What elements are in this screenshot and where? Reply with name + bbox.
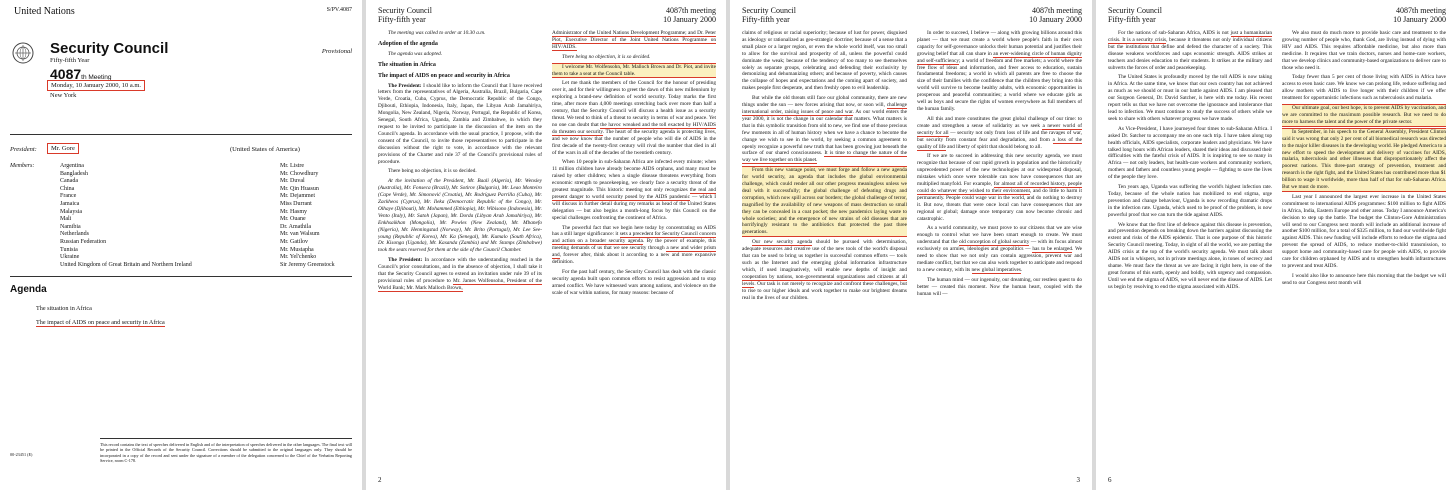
column-left: For the nations of sub-Saharan Africa, AIDS is not just a humanitarian crisis. It is a security crisis, because it threatens not only individual citizens but the institutions that define and defend the character of a society. This disease weakens workforces and saps economic strength. AIDS strikes at teachers and denies education to their students. It strikes at the military and subverts the forces of order and peacekeeping. The United States is profoundly moved by the toll AIDS is now taking in Africa. At the same time, we know that our own country has not achieved as much as we should or must in our battle against AIDS. I am pleased that our Surgeon General, Dr. David Satcher, is here with me today. His recent report tells us that we have not overcome the ignorance and intolerance that lead to infection. We must continue to study the success of others while we seek to share with others whatever progress we have made. As Vice-President, I have journeyed four times to sub-Saharan Africa. I asked Dr. Satcher to accompany me on one such trip. I have taken along top health officials, AIDS specialists, corporate leaders and physicians. We have talked long hours with African leaders, shared their ideas and discussed their difficulties with the fateful crisis of AIDS. It is inspiring to see so many in Africa — not only leaders, but health-care workers and community workers, mothers and fathers and countless young people — fighting to save the lives of the people they love. Ten years ago, Uganda was suffering the world's highest infection rate. Today, because of the whole nation has mobilized to end stigma, urge prevention and change behaviour, Uganda is now recording dramatic drops in the infection rate. Uganda, which used to be proof of the problem, is now powerful proof that we can turn the tide against AIDS. We know that the first line of defence against this disease is prevention, and prevention depends on breaking down the barriers against discussing the extent and risks of the AIDS epidemic. That is one purpose of this historic Security Council meeting. Today, in sight of all the world, we are putting the AIDS crisis at the top of the world's security agenda. We must talk about AIDS not in whispers, not in private meetings alone, in tones of secrecy and shame. We must face the threat as we are facing it right here, in one of the great forums of this earth, openly and boldly, with urgency and compassion. Until we end the stigma of AIDS, we will never end the disease of AIDS. Let us begin by resolving to end the stigma associated with AIDS.	[1108, 30, 1272, 290]
org-name: United Nations	[14, 6, 75, 17]
member-row: Ukraine Mr. Yel'chenko	[60, 254, 317, 261]
document-symbol: S/PV.4087	[326, 7, 352, 13]
highlight-box: In September, in his speech to the General Assembly, President Clinton said it was wrong that only 2 per cent of all biomedical research was directed to the major killer diseases in the developing world. He pledged America to a new effort to speed the development and delivery of vaccines for AIDS, malaria, tuberculosis and other illnesses that disproportionately affect the poorest nations. This three-part strategy of prevention, treatment and research is the right fight, and the United States has contributed more than $1 billion to wage it worldwide, more than half of that for sub-Saharan Africa. But we must do more.	[1282, 128, 1446, 191]
member-row: China Mr. Qin Huasun	[60, 185, 319, 192]
column-left: The meeting was called to order at 10.30 a.m. Adoption of the agenda The agenda was adopted. The situation in Africa The impact of AIDS on peace and security in Africa The President: I should like to inform the Council that I have received letters from the representatives of Algeria, Australia, Brazil, Bulgaria, Cape Verde, Croatia, Cuba, Cyprus, the Democratic Republic of the Congo, Djibouti, Ethiopia, Indonesia, Italy, Japan, the Libyan Arab Jamahiriya, Mongolia, New Zealand, Nigeria, Norway, Portugal, the Republic of Korea, Senegal, South Africa, Uganda, Zambia and Zimbabwe, in which they request to be invited to participate in the discussion of the item on the Council's agenda. In accordance with the usual practice, I propose, with the consent of the Council, to invite those representatives to participate in the discussion without the right to vote, in accordance with the relevant provisions of the Charter and rule 37 of the Council's provisional rules of procedure. There being no objection, it is so decided. At the invitation of the President, Mr. Baali (Algeria), Mr. Wensley (Australia), Mr. Fonseca (Brazil), Mr. Sotirov (Bulgaria), Mr. Leao Monteiro (Cape Verde), Mr. Simonović (Croatia), Mr. Rodríguez Parrilla (Cuba), Mr. Zackheos (Cyprus), Mr. Ileka (Democratic Republic of the Congo), Mr. Olhaye (Djibouti), Mr. Mohammed (Ethiopia), Mr. Wibisono (Indonesia), Mr. Vento (Italy), Mr. Satoh (Japan), Mr. Dorda (Libyan Arab Jamahiriya), Mr. Enkhsaikhan (Mongolia), Mr. Powles (New Zealand), Mr. Mbanefo (Nigeria), Mr. Henningstad (Norway), Mr. Brito (Portugal), Mr. Lee See-young (Republic of Korea), Mr. Ka (Senegal), Mr. Kumalo (South Africa), Dr. Kisonga (Uganda), Mr. Kasanda (Zambia) and Mr. Stamps (Zimbabwe) took the seats reserved for them at the side of the Council Chamber. The President: In accordance with the understanding reached in the Council's prior consultations, and in the absence of objection, I shall take it that the Security Council agrees to extend an invitation under rule 39 of its provisional rules of procedure to Mr. James Wolfensohn, President of the World Bank; Mr. Mark Malloch Brown,	[378, 30, 542, 291]
page-cover: United Nations S/PV.4087 Security Council Fifty-fifth Year Provisional 4087th Meeting Monday, 10 January 2000, 10 a.m. New York President: Mr. Gore (United States of America) Members: Argentina Mr. Listre Bangladesh Mr. Chowdhury Canada Mr. Duval China Mr. Qin Huasun France Mr. Dejammet Jamaica Miss Durrant Malaysia Mr. Hasmy Mali Mr. Ouane Namibia Dr. Amathila Netherlands Mr. van Walsum Russian Federation Mr. Gatilov Tunisia Mr. Mustapha Ukraine Mr. Yel'chenko United Kingdom of Great Britain and Northern Ireland Sir Jeremy Greenstock Agenda The situation in Africa The impact of AIDS on peace and security in Africa 00-23451 (E) This record contains the text of speeches delivered in English and of the interpretation of speeches delivered in the other languages. The final text will be printed in the Official Records of the Security Council. Corrections should be submitted to the original languages only. They should be incorporated in a copy of the record and sent under the signature of a member of the delegation concerned to the Chief of the Verbatim Reporting Service, room C-178.	[0, 0, 362, 490]
highlight-box: I welcome Mr. Wolfensohn, Mr. Malloch Brown and Dr. Piot, and invite them to take a seat at the Council table.	[552, 63, 716, 77]
member-row: United Kingdom of Great Britain and Northern Ireland Sir Jeremy Greenstock	[60, 261, 335, 268]
divider	[10, 134, 352, 135]
member-row: Russian Federation Mr. Gatilov	[60, 238, 308, 245]
agenda-item-highlighted: The impact of AIDS on peace and security in Africa	[36, 319, 165, 326]
column-left: claims of religious or racial superiority; because of lust for power, disguised as ideology or rationalized as geo-strategic doctrine; because of a sense that a small place or a larger region, or even the whole world itself, was too small to allow for the survival and prosperity of all, unless the powerful could dominate the weak; because of the tendency of too many to see themselves solely as separate groups, celebrating and defending their exclusivity by demonizing and dehumanizing others; and because of poverty, which causes the collapse of hopes and expectations and the coming apart of society, and makes people first desperate, and then freshly open to evil leadership. But while the old threats still face our global community, there are new things under the sun — new forces arising that now, or soon will, challenge international order, raising issues of peace and war. As our world enters the year 2000, it is not the change in our calendar that matters. What matters is that in this symbolic transition from old to new, we find one of those precious few moments in all of human history when we have a chance to become the change we wish to see in the world, by seeking a common agreement to openly recognize a powerful new truth that has been growing just beneath the surface of our shared consciousness. It is time to change the nature of the way we live together on this planet. From this new vantage point, we must forge and follow a new agenda for world security, an agenda that includes the global environmental challenge, which could render all our other progress meaningless unless we deal with it successfully; the global challenge of defeating drugs and corruption, which now spill across our borders; the global challenge of terror, magnified by the availability of new weapons of mass destruction so small they can be concealed in a coat pocket; the new pandemics laying waste to whole societies; and the emergence of new strains of old diseases that are horrifyingly resistant to the antibiotics that protected the past three generations. Our new security agenda should be pursued with determination, adequate resources and creative use of the new tools of the world's disposal that can be used to bring us together in successful common efforts — tools such as the Internet and the emerging global information infrastructure which, if used imaginatively, will enable new depths of insight and cooperation by nations, non-governmental organizations and citizens at all levels. Our task is not merely to recognize and confront these challenges, but to rise to our higher ideals and work together to make our brightest dreams real in the lives of our children.	[742, 30, 907, 301]
page-number: 6	[1108, 476, 1112, 484]
column-right: Administrator of the United Nations Development Programme; and Dr. Peter Piot, Executive Director of the Joint United Nations Programme on HIV/AIDS. There being no objection, it is so decided. I welcome Mr. Wolfensohn, Mr. Malloch Brown and Dr. Piot, and invite them to take a seat at the Council table. Let me thank the members of the Council for the honour of presiding over it, and for their willingness to greet the dawn of this new millennium by exploring a brand-new definition of world security. Today marks the first time, after more than 4,000 meetings stretching back over more than half a century, that the Security Council will discuss a health issue as a security threat. We tend to think of a threat to security in terms of war and peace. Yet no one can doubt that the havoc wreaked and the toll exacted by HIV/AIDS do threaten our security. The heart of the security agenda is protecting lives, and we now know that the number of people who will die of AIDS in the first decade of the twenty-first century will rival the number that died in all of the wars in all of the decades of the twentieth century. When 10 people in sub-Saharan Africa are infected every minute; when 11 million children have already become AIDS orphans, and many must be raised by other children; when a single disease threatens everything from economic strength to peacekeeping, we clearly face a security threat of the greatest magnitude. This historic meeting not only recognizes the real and present danger to world security posed by the AIDS pandemic — which I will discuss in further detail during my remarks as head of the United States delegation — but also begins a month-long focus by this Council on the special challenges confronting the continent of Africa. The powerful fact that we begin here today by concentrating on AIDS has a still larger significance: it sets a precedent for Security Council concern and action on a broader security agenda. By the power of example, this meeting demands of us that we see security through a new and wider prism and, forever after, think about it according to a new and more expansive definition. For the past half century, the Security Council has dealt with the classic security agenda built upon common efforts to resist aggression and to stop armed conflict. We have witnessed wars among nations, and violence on the scale of war within nations, for many reasons: because of	[552, 30, 716, 296]
agenda-title: Agenda	[10, 284, 47, 295]
page-6: Security Council Fifty-fifth year 4087th meeting 10 January 2000 For the nations of sub-Saharan Africa, AIDS is not just a humanitarian crisis. It is a security crisis, because it threatens not only individual citizens but the institutions that define and defend the character of a society. This disease weakens workforces and saps economic strength. AIDS strikes at teachers and denies education to their students. It strikes at the military and subverts the forces of order and peacekeeping. The United States is profoundly moved by the toll AIDS is now taking in Africa. At the same time, we know that our own country has not achieved as much as we should or must in our battle against AIDS. I am pleased that our Surgeon General, Dr. David Satcher, is here with me today. His recent report tells us that we have not overcome the ignorance and intolerance that lead to infection. We must continue to study the success of others while we seek to share with others whatever progress we have made. As Vice-President, I have journeyed four times to sub-Saharan Africa. I asked Dr. Satcher to accompany me on one such trip. I have taken along top health officials, AIDS specialists, corporate leaders and physicians. We have talked long hours with African leaders, shared their ideas and discussed their difficulties with the fateful crisis of AIDS. It is inspiring to see so many in Africa — not only leaders, but health-care workers and community workers, mothers and fathers and countless young people — fighting to save the lives of the people they love. Ten years ago, Uganda was suffering the world's highest infection rate. Today, because of the whole nation has mobilized to end stigma, urge prevention and change behaviour, Uganda is now recording dramatic drops in the infection rate. Uganda, which used to be proof of the problem, is now powerful proof that we can turn the tide against AIDS. We know that the first line of defence against this disease is prevention, and prevention depends on breaking down the barriers against discussing the extent and risks of the AIDS epidemic. That is one purpose of this historic Security Council meeting. Today, in sight of all the world, we are putting the AIDS crisis at the top of the world's security agenda. We must talk about AIDS not in whispers, not in private meetings alone, in tones of secrecy and shame. We must face the threat as we are facing it right here, in one of the great forums of this earth, openly and boldly, with urgency and compassion. Until we end the stigma of AIDS, we will never end the disease of AIDS. Let us begin by resolving to end the stigma associated with AIDS. We also must do much more to provide basic care and treatment to the growing number of people who, thank God, are living instead of dying with HIV and AIDS. This requires affordable medicine, but also more than medicine. It requires that we train doctors, nurses and home-care workers, that we develop clinics and community-based organizations to deliver care to those who need it. Today fewer than 5 per cent of those living with AIDS in Africa have access to even basic care. We know we can prolong life, reduce suffering and allow mothers with AIDS to live longer with their children if we offer treatment for opportunistic infections such as tuberculosis and malaria. Our ultimate goal, our best hope, is to prevent AIDS by vaccination, and we are committed to the maximum possible research. But we need to do more to harness the talent and the power of the private sector. In September, in his speech to the General Assembly, President Clinton said it was wrong that only 2 per cent of all biomedical research was directed to the major killer diseases in the developing world. He pledged America to a new effort to speed the development and delivery of vaccines for AIDS, malaria, tuberculosis and other illnesses that disproportionately affect the poorest nations. This three-part strategy of prevention, treatment and research is the right fight, and the United States has contributed more than $1 billion to wage it worldwide, more than half of that for sub-Saharan Africa. But we must do more. Last year I announced the largest ever increase in the United States commitment to international AIDS programmes: $100 million to fight AIDS in Africa, India, Eastern Europe and other areas. Today I announce America's decision to step up the battle. The budget the Clinton-Gore Administration will send to our Congress next month will include an additional increase of another $100 million, for a total of $325 million, to fund our worldwide fight against AIDS. This new funding will include efforts to reduce the stigma and prevent the spread of AIDS, to reduce mother-to-child transmission, to support home and community-based care for people with AIDS, to provide care for children orphaned by AIDS and to strengthen health infrastructures to prevent and treat AIDS. I would also like to announce here this morning that the budget we will send to our Congress next month will 6	[1096, 0, 1456, 490]
footnote-text: This record contains the text of speeches delivered in English and of the interpretation of speeches delivered in the other languages. The final text will be printed in the Official Records of the Security Council. Corrections should be submitted to the original languages only. They should be incorporated in a copy of the record and sent under the signature of a member of the delegation concerned to the Chief of the Verbatim Reporting Service, room C-178.	[100, 442, 352, 464]
member-row: Jamaica Miss Durrant	[60, 200, 312, 207]
president-country: (United States of America)	[230, 146, 300, 153]
president-name: Mr. Gore	[48, 144, 78, 153]
meeting-place: New York	[50, 92, 77, 99]
member-row: Namibia Dr. Amathila	[60, 223, 311, 230]
member-row: Mali Mr. Ouane	[60, 216, 306, 223]
agenda-item: The situation in Africa	[36, 305, 92, 312]
session-year: Fifty-fifth Year	[50, 57, 90, 64]
members-list: Members: Argentina Mr. Listre Bangladesh Mr. Chowdhury Canada Mr. Duval China Mr. Qin Huasun France Mr. Dejammet Jamaica Miss Durrant Malaysia Mr. Hasmy Mali Mr. Ouane Namibia Dr. Amathila Netherlands Mr. van Walsum Russian Federation Mr. Gatilov Tunisia Mr. Mustapha Ukraine Mr. Yel'chenko United Kingdom of Great Britain and Northern Ireland Sir Jeremy Greenstock	[10, 163, 352, 269]
member-row: Malaysia Mr. Hasmy	[60, 208, 307, 215]
member-row: Bangladesh Mr. Chowdhury	[60, 170, 319, 177]
divider	[100, 438, 352, 439]
un-emblem-icon	[12, 42, 34, 64]
highlight-box: Our ultimate goal, our best hope, is to prevent AIDS by vaccination, and we are committed to the maximum possible research. But we need to do more to harness the talent and the power of the private sector.	[1282, 105, 1446, 125]
member-row: Netherlands Mr. van Walsum	[60, 231, 320, 238]
page-3: Security Council Fifty-fifth year 4087th meeting 10 January 2000 claims of religious or racial superiority; because of lust for power, disguised as ideology or rationalized as geo-strategic doctrine; because of a sense that a small place or a larger region, or even the whole world itself, was too small to allow for the survival and prosperity of all, unless the powerful could dominate the weak; because of the tendency of too many to see themselves solely as separate groups, celebrating and defending their exclusivity by demonizing and dehumanizing others; and because of poverty, which causes the collapse of hopes and expectations and the coming apart of society, and makes people first desperate, and then freshly open to evil leadership. But while the old threats still face our global community, there are new things under the sun — new forces arising that now, or soon will, challenge international order, raising issues of peace and war. As our world enters the year 2000, it is not the change in our calendar that matters. What matters is that in this symbolic transition from old to new, we find one of those precious few moments in all of human history when we have a chance to become the change we wish to see in the world, by seeking a common agreement to openly recognize a powerful new truth that has been growing just beneath the surface of our shared consciousness. It is time to change the nature of the way we live together on this planet. From this new vantage point, we must forge and follow a new agenda for world security, an agenda that includes the global environmental challenge, which could render all our other progress meaningless unless we deal with it successfully; the global challenge of defeating drugs and corruption, which now spill across our borders; the global challenge of terror, magnified by the availability of new weapons of mass destruction so small they can be concealed in a coat pocket; the new pandemics laying waste to whole societies; and the emergence of new strains of old diseases that are horrifyingly resistant to the antibiotics that protected the past three generations. Our new security agenda should be pursued with determination, adequate resources and creative use of the new tools of the world's disposal that can be used to bring us together in successful common efforts — tools such as the Internet and the emerging global information infrastructure which, if used imaginatively, will enable new depths of insight and cooperation by nations, non-governmental organizations and citizens at all levels. Our task is not merely to recognize and confront these challenges, but to rise to our higher ideals and work together to make our brightest dreams real in the lives of our children. In order to succeed, I believe — along with growing billions around this planet — that we must create a world where people's faith in their own capacity for self-governance unlocks their human potential and justifies their growing belief that all can share in an ever-widening circle of human dignity and self-sufficiency; a world of freedom and free markets; a world where the free flow of ideas and information, and freer access to education, sustain fundamental freedoms; a world in which all parents are free to choose the size of their families with the confidence that the children they bring into this world will survive to become healthy adults, with economic opportunities in prosperous and peaceful communities; a world where we educate girls as well as boys and secure the rights of women everywhere as full members of the human family. All this and more constitutes the great global challenge of our time: to create and strengthen a sense of solidarity as we seek a newer world of security for all — security not only from loss of life and the ravages of war, but security from constant fear and degradation, and from a loss of the quality of life and liberty of spirit that should belong to all. If we are to succeed in addressing this new security agenda, we must recognize that because of our rapid growth in population and the historically unprecedented power of the new technologies at our widespread disposal, mistakes which once were tolerable can now have consequences that are multiplied manyfold. For example, for almost all of recorded history, people could do whatever they wished to their environment, and do little to harm it permanently. People could wage war in the world, and do nothing to destroy it. But now, threats that were once local can have consequences that are regional or global; damage once temporary can now become chronic and catastrophic. As a world community, we must prove to our citizens that we are wise enough to control what we have been smart enough to create. We must understand that the old conception of global security — with its focus almost exclusively on armies, ideologies and geopolitics — has to be enlarged. We need to show that we not only can contain aggression, prevent war and mediate conflict, but that we can also work together to anticipate and respond to a new century, with its new global imperatives. The human mind — our ingenuity, our dreaming, our restless quest to do better — created this moment. Now the human heart, coupled with the human will — 3	[730, 0, 1092, 490]
body-title: Security Council	[50, 40, 169, 57]
member-row: Tunisia Mr. Mustapha	[60, 246, 314, 253]
member-row: France Mr. Dejammet	[60, 193, 315, 200]
page-number: 2	[378, 476, 382, 484]
meeting-date: Monday, 10 January 2000, 10 a.m.	[48, 81, 144, 90]
member-row: Argentina Mr. Listre	[60, 163, 304, 169]
member-row: Canada Mr. Duval	[60, 178, 305, 185]
page-number: 3	[1076, 476, 1080, 484]
column-right: In order to succeed, I believe — along with growing billions around this planet — that we must create a world where people's faith in their own capacity for self-governance unlocks their human potential and justifies their growing belief that all can share in an ever-widening circle of human dignity and self-sufficiency; a world of freedom and free markets; a world where the free flow of ideas and information, and freer access to education, sustain fundamental freedoms; a world in which all parents are free to choose the size of their families with the confidence that the children they bring into this world will survive to become healthy adults, with economic opportunities in prosperous and peaceful communities; a world where we educate girls as well as boys and secure the rights of women everywhere as full members of the human family. All this and more constitutes the great global challenge of our time: to create and strengthen a sense of solidarity as we seek a newer world of security for all — security not only from loss of life and the ravages of war, but security from constant fear and degradation, and from a loss of the quality of life and liberty of spirit that should belong to all. If we are to succeed in addressing this new security agenda, we must recognize that because of our rapid growth in population and the historically unprecedented power of the new technologies at our widespread disposal, mistakes which once were tolerable can now have consequences that are multiplied manyfold. For example, for almost all of recorded history, people could do whatever they wished to their environment, and do little to harm it permanently. People could wage war in the world, and do nothing to destroy it. But now, threats that were once local can have consequences that are regional or global; damage once temporary can now become chronic and catastrophic. As a world community, we must prove to our citizens that we are wise enough to control what we have been smart enough to create. We must understand that the old conception of global security — with its focus almost exclusively on armies, ideologies and geopolitics — has to be enlarged. We need to show that we not only can contain aggression, prevent war and mediate conflict, but that we can also work together to anticipate and respond to a new century, with its new global imperatives. The human mind — our ingenuity, our dreaming, our restless quest to do better — created this moment. Now the human heart, coupled with the human will —	[917, 30, 1082, 297]
column-right: We also must do much more to provide basic care and treatment to the growing number of people who, thank God, are living instead of dying with HIV and AIDS. This requires affordable medicine, but also more than medicine. It requires that we train doctors, nurses and home-care workers, that we develop clinics and community-based organizations to deliver care to those who need it. Today fewer than 5 per cent of those living with AIDS in Africa have access to even basic care. We know we can prolong life, reduce suffering and allow mothers with AIDS to live longer with their children if we offer treatment for opportunistic infections such as tuberculosis and malaria. Our ultimate goal, our best hope, is to prevent AIDS by vaccination, and we are committed to the maximum possible research. But we need to do more to harness the talent and the power of the private sector. In September, in his speech to the General Assembly, President Clinton said it was wrong that only 2 per cent of all biomedical research was directed to the major killer diseases in the developing world. He pledged America to a new effort to speed the development and delivery of vaccines for AIDS, malaria, tuberculosis and other illnesses that disproportionately affect the poorest nations. This three-part strategy of prevention, treatment and research is the right fight, and the United States has contributed more than $1 billion to wage it worldwide, more than half of that for sub-Saharan Africa. But we must do more. Last year I announced the largest ever increase in the United States commitment to international AIDS programmes: $100 million to fight AIDS in Africa, India, Eastern Europe and other areas. Today I announce America's decision to step up the battle. The budget the Clinton-Gore Administration will send to our Congress next month will include an additional increase of another $100 million, for a total of $325 million, to fund our worldwide fight against AIDS. This new funding will include efforts to reduce the stigma and prevent the spread of AIDS, to reduce mother-to-child transmission, to support home and community-based care for people with AIDS, to provide care for children orphaned by AIDS and to strengthen health infrastructures to prevent and treat AIDS. I would also like to announce here this morning that the budget we will send to our Congress next month will	[1282, 30, 1446, 286]
page-2: Security Council Fifty-fifth year 4087th meeting 10 January 2000 The meeting was called to order at 10.30 a.m. Adoption of the agenda The agenda was adopted. The situation in Africa The impact of AIDS on peace and security in Africa The President: I should like to inform the Council that I have received letters from the representatives of Algeria, Australia, Brazil, Bulgaria, Cape Verde, Croatia, Cuba, Cyprus, the Democratic Republic of the Congo, Djibouti, Ethiopia, Indonesia, Italy, Japan, the Libyan Arab Jamahiriya, Mongolia, New Zealand, Nigeria, Norway, Portugal, the Republic of Korea, Senegal, South Africa, Uganda, Zambia and Zimbabwe, in which they request to be invited to participate in the discussion of the item on the Council's agenda. In accordance with the usual practice, I propose, with the consent of the Council, to invite those representatives to participate in the discussion without the right to vote, in accordance with the relevant provisions of the Charter and rule 37 of the Council's provisional rules of procedure. There being no objection, it is so decided. At the invitation of the President, Mr. Baali (Algeria), Mr. Wensley (Australia), Mr. Fonseca (Brazil), Mr. Sotirov (Bulgaria), Mr. Leao Monteiro (Cape Verde), Mr. Simonović (Croatia), Mr. Rodríguez Parrilla (Cuba), Mr. Zackheos (Cyprus), Mr. Ileka (Democratic Republic of the Congo), Mr. Olhaye (Djibouti), Mr. Mohammed (Ethiopia), Mr. Wibisono (Indonesia), Mr. Vento (Italy), Mr. Satoh (Japan), Mr. Dorda (Libyan Arab Jamahiriya), Mr. Enkhsaikhan (Mongolia), Mr. Powles (New Zealand), Mr. Mbanefo (Nigeria), Mr. Henningstad (Norway), Mr. Brito (Portugal), Mr. Lee See-young (Republic of Korea), Mr. Ka (Senegal), Mr. Kumalo (South Africa), Dr. Kisonga (Uganda), Mr. Kasanda (Zambia) and Mr. Stamps (Zimbabwe) took the seats reserved for them at the side of the Council Chamber. The President: In accordance with the understanding reached in the Council's prior consultations, and in the absence of objection, I shall take it that the Security Council agrees to extend an invitation under rule 39 of its provisional rules of procedure to Mr. James Wolfensohn, President of the World Bank; Mr. Mark Malloch Brown, Administrator of the United Nations Development Programme; and Dr. Peter Piot, Executive Director of the Joint United Nations Programme on HIV/AIDS. There being no objection, it is so decided. I welcome Mr. Wolfensohn, Mr. Malloch Brown and Dr. Piot, and invite them to take a seat at the Council table. Let me thank the members of the Council for the honour of presiding over it, and for their willingness to greet the dawn of this new millennium by exploring a brand-new definition of world security. Today marks the first time, after more than 4,000 meetings stretching back over more than half a century, that the Security Council will discuss a health issue as a security threat. We tend to think of a threat to security in terms of war and peace. Yet no one can doubt that the havoc wreaked and the toll exacted by HIV/AIDS do threaten our security. The heart of the security agenda is protecting lives, and we now know that the number of people who will die of AIDS in the first decade of the twenty-first century will rival the number that died in all of the wars in all of the decades of the twentieth century. When 10 people in sub-Saharan Africa are infected every minute; when 11 million children have already become AIDS orphans, and many must be raised by other children; when a single disease threatens everything from economic strength to peacekeeping, we clearly face a security threat of the greatest magnitude. This historic meeting not only recognizes the real and present danger to world security posed by the AIDS pandemic — which I will discuss in further detail during my remarks as head of the United States delegation — but also begins a month-long focus by this Council on the special challenges confronting the continent of Africa. The powerful fact that we begin here today by concentrating on AIDS has a still larger significance: it sets a precedent for Security Council concern and action on a broader security agenda. By the power of example, this meeting demands of us that we see security through a new and wider prism and, forever after, think about it according to a new and more expansive definition. For the past half century, the Security Council has dealt with the classic security agenda built upon common efforts to resist aggression and to stop armed conflict. We have witnessed wars among nations, and violence on the scale of war within nations, for many reasons: because of 2	[366, 0, 726, 490]
meeting-number: 4087th Meeting	[50, 66, 112, 82]
document-code: 00-23451 (E)	[10, 452, 33, 457]
divider	[10, 276, 352, 277]
highlight-box: From this new vantage point, we must forge and follow a new agenda for world security, an agenda that includes the global environmental challenge, which could render all our other progress meaningless unless we deal with it successfully; the global challenge of defeating drugs and corruption, which now spill across our borders; the global challenge of terror, magnified by the availability of new weapons of mass destruction so small they can be concealed in a coat pocket; the new pandemics laying waste to whole societies; and the emergence of new strains of old diseases that are horrifyingly resistant to the antibiotics that protected the past three generations.	[742, 167, 907, 236]
status-label: Provisional	[321, 48, 352, 55]
